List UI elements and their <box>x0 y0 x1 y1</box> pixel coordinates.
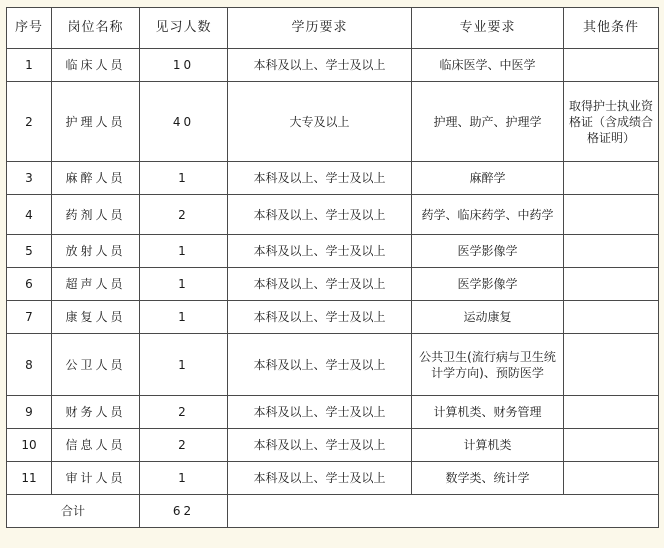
cell-no: 9 <box>7 396 52 429</box>
table-row <box>7 334 659 396</box>
cell-no: 1 <box>7 49 52 82</box>
cell-position: 信息人员 <box>52 429 140 462</box>
cell-position: 药剂人员 <box>52 195 140 235</box>
cell-major: 护理、助产、护理学 <box>412 82 564 162</box>
cell-major: 数学类、统计学 <box>412 462 564 495</box>
cell-education: 本科及以上、学士及以上 <box>228 301 412 334</box>
cell-education: 本科及以上、学士及以上 <box>228 462 412 495</box>
cell-education: 大专及以上 <box>228 82 412 162</box>
cell-no: 7 <box>7 301 52 334</box>
table-row <box>7 429 659 462</box>
table-row <box>7 195 659 235</box>
cell-count: 1 <box>140 462 228 495</box>
cell-count: 1 <box>140 235 228 268</box>
cell-position: 公卫人员 <box>52 334 140 396</box>
table-row <box>7 396 659 429</box>
cell-no: 3 <box>7 162 52 195</box>
cell-position: 护理人员 <box>52 82 140 162</box>
cell-count: 1 <box>140 334 228 396</box>
table-row <box>7 235 659 268</box>
header-cell-education: 学历要求 <box>228 8 412 49</box>
total-empty-cell <box>228 495 659 528</box>
header-row <box>7 8 659 49</box>
cell-no: 11 <box>7 462 52 495</box>
cell-other <box>564 235 659 268</box>
cell-no: 8 <box>7 334 52 396</box>
cell-education: 本科及以上、学士及以上 <box>228 49 412 82</box>
cell-no: 4 <box>7 195 52 235</box>
header-cell-count: 见习人数 <box>140 8 228 49</box>
total-label: 合计 <box>7 495 140 528</box>
cell-other <box>564 396 659 429</box>
cell-no: 2 <box>7 82 52 162</box>
cell-position: 临床人员 <box>52 49 140 82</box>
cell-position: 放射人员 <box>52 235 140 268</box>
recruitment-table-container <box>6 7 658 528</box>
table-row <box>7 49 659 82</box>
cell-education: 本科及以上、学士及以上 <box>228 429 412 462</box>
cell-count: 1 <box>140 268 228 301</box>
cell-no: 5 <box>7 235 52 268</box>
header-cell-other: 其他条件 <box>564 8 659 49</box>
cell-education: 本科及以上、学士及以上 <box>228 268 412 301</box>
cell-major: 临床医学、中医学 <box>412 49 564 82</box>
cell-position: 财务人员 <box>52 396 140 429</box>
cell-other <box>564 195 659 235</box>
cell-no: 6 <box>7 268 52 301</box>
cell-position: 审计人员 <box>52 462 140 495</box>
cell-count: 10 <box>140 49 228 82</box>
cell-major: 药学、临床药学、中药学 <box>412 195 564 235</box>
cell-count: 2 <box>140 429 228 462</box>
cell-no: 10 <box>7 429 52 462</box>
cell-count: 2 <box>140 396 228 429</box>
cell-major: 运动康复 <box>412 301 564 334</box>
cell-other <box>564 462 659 495</box>
cell-major: 医学影像学 <box>412 235 564 268</box>
cell-other <box>564 268 659 301</box>
cell-major: 医学影像学 <box>412 268 564 301</box>
table-row <box>7 462 659 495</box>
header-cell-position: 岗位名称 <box>52 8 140 49</box>
cell-other <box>564 162 659 195</box>
header-cell-major: 专业要求 <box>412 8 564 49</box>
cell-count: 40 <box>140 82 228 162</box>
total-count: 62 <box>140 495 228 528</box>
cell-count: 1 <box>140 162 228 195</box>
cell-education: 本科及以上、学士及以上 <box>228 334 412 396</box>
table-row <box>7 162 659 195</box>
table-row <box>7 268 659 301</box>
cell-major: 麻醉学 <box>412 162 564 195</box>
cell-other <box>564 334 659 396</box>
cell-other: 取得护士执业资格证（含成绩合格证明） <box>564 82 659 162</box>
cell-education: 本科及以上、学士及以上 <box>228 162 412 195</box>
header-cell-no: 序号 <box>7 8 52 49</box>
total-row <box>7 495 659 528</box>
cell-major: 公共卫生(流行病与卫生统计学方向)、预防医学 <box>412 334 564 396</box>
cell-other <box>564 301 659 334</box>
cell-other <box>564 49 659 82</box>
cell-education: 本科及以上、学士及以上 <box>228 235 412 268</box>
cell-education: 本科及以上、学士及以上 <box>228 195 412 235</box>
cell-position: 康复人员 <box>52 301 140 334</box>
internship-positions-table <box>6 7 659 528</box>
cell-position: 麻醉人员 <box>52 162 140 195</box>
cell-major: 计算机类、财务管理 <box>412 396 564 429</box>
cell-count: 2 <box>140 195 228 235</box>
table-row <box>7 301 659 334</box>
cell-education: 本科及以上、学士及以上 <box>228 396 412 429</box>
cell-position: 超声人员 <box>52 268 140 301</box>
cell-other <box>564 429 659 462</box>
table-row <box>7 82 659 162</box>
cell-major: 计算机类 <box>412 429 564 462</box>
cell-count: 1 <box>140 301 228 334</box>
